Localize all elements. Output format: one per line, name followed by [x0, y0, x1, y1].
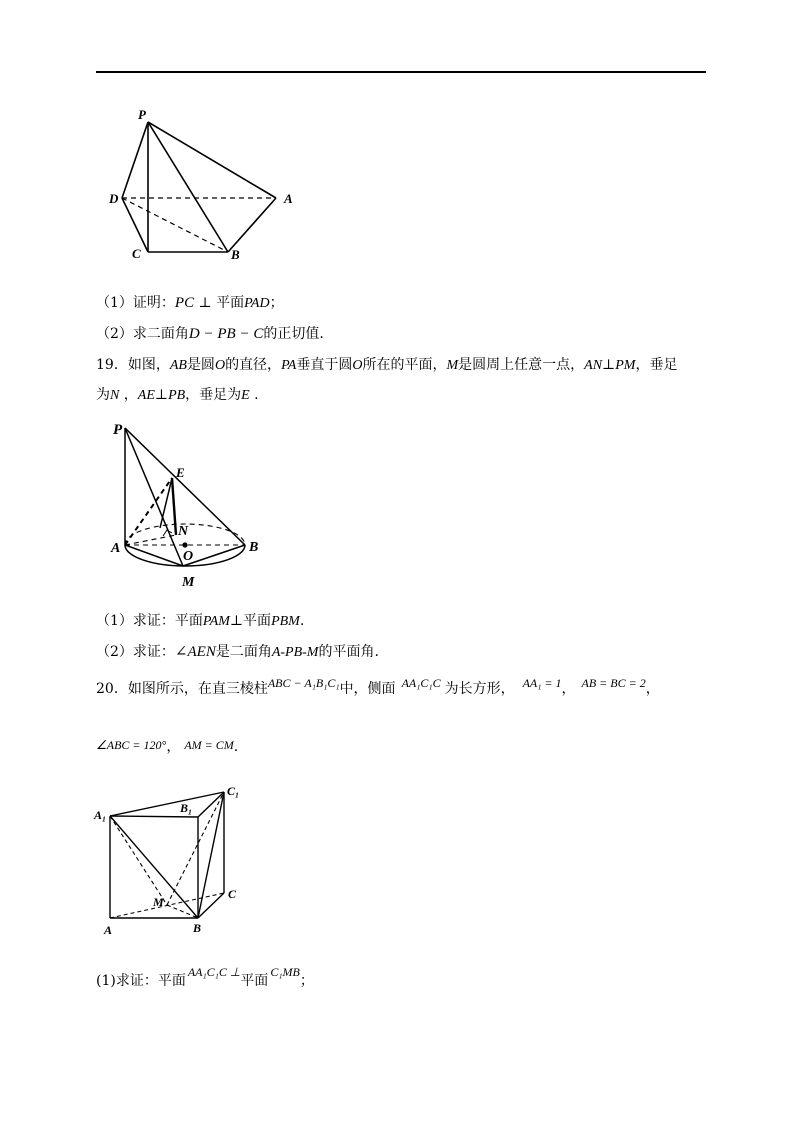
- text-span: ABC − A₁B₁C₁: [267, 676, 340, 690]
- text-span: 平面: [240, 973, 269, 989]
- text-span: 19．如图，: [96, 357, 170, 373]
- header-rule: [96, 71, 706, 73]
- text-span: O: [214, 358, 226, 373]
- text-span: .: [249, 387, 259, 403]
- label-P: P: [113, 422, 123, 438]
- text-span: A-PB-M: [271, 645, 319, 660]
- q20-line2: [96, 738, 238, 756]
- label-B: B: [249, 540, 259, 555]
- text-span: ；: [299, 973, 314, 989]
- text-span: 的正切值.: [263, 326, 324, 342]
- text-span: （1）求证：平面: [96, 613, 203, 629]
- text-span: 是圆周上任意一点，: [458, 357, 585, 373]
- text-span: AM = CM: [184, 738, 234, 752]
- label-B1: B₁: [180, 801, 193, 815]
- label-A: A: [104, 923, 113, 937]
- text-span: AB = BC = 2: [581, 676, 646, 690]
- q20-part1: [96, 965, 314, 996]
- text-span: AB: [169, 358, 187, 373]
- figure-cone-pab: [108, 415, 288, 595]
- label-A: A: [284, 191, 293, 206]
- text-span: C₁MB: [270, 965, 300, 979]
- text-span: 的平面角.: [318, 644, 379, 660]
- label-C: C: [132, 246, 141, 261]
- text-span: （1）证明：: [96, 295, 175, 311]
- label-C1: C₁: [227, 784, 240, 798]
- text-span: O: [352, 358, 363, 373]
- label-D: D: [109, 191, 119, 206]
- q18-part2: [96, 325, 324, 343]
- text-span: PAM: [202, 614, 230, 629]
- text-span: 20．如图所示，在直三棱柱: [96, 681, 268, 697]
- text-span: ∠ABC = 120°: [96, 738, 167, 752]
- label-M: M: [153, 895, 164, 909]
- text-span: M: [446, 358, 459, 373]
- text-span: 垂直于圆: [296, 357, 353, 373]
- text-span: ，: [561, 681, 576, 697]
- q19-line1: [96, 356, 677, 375]
- q19-line2: [96, 386, 259, 405]
- text-span: AA₁C₁C ⊥: [187, 965, 241, 979]
- text-span: （2）求二面角: [96, 326, 189, 342]
- text-span: PBM: [271, 614, 300, 629]
- text-span: D − PB − C: [188, 326, 264, 342]
- text-span: 是二面角: [215, 644, 272, 660]
- text-span: PC: [174, 295, 195, 311]
- text-span: .: [233, 739, 239, 755]
- text-span: （2）求证：: [96, 644, 175, 660]
- label-E: E: [176, 465, 185, 480]
- label-N: N: [178, 524, 189, 539]
- text-span: ⊥平面: [229, 613, 272, 629]
- label-M: M: [182, 575, 195, 590]
- text-span: E: [241, 388, 250, 403]
- text-span: ，: [645, 681, 660, 697]
- text-span: PAD: [244, 296, 270, 311]
- text-span: AN⊥PM: [584, 358, 636, 373]
- q20-line1: [96, 676, 660, 704]
- q19-part2: [96, 643, 379, 662]
- text-span: AA₁C₁C: [401, 676, 441, 690]
- text-span: 的直径，: [225, 357, 282, 373]
- text-span: ，: [119, 387, 138, 403]
- label-A: A: [111, 541, 121, 556]
- text-span: ；: [269, 295, 284, 311]
- text-span: 为: [96, 387, 110, 403]
- figure-pyramid-pdcba: [100, 100, 320, 270]
- text-span: ，垂足: [635, 357, 678, 373]
- text-span: ，垂足为: [185, 387, 242, 403]
- label-B: B: [231, 247, 240, 262]
- label-O: O: [183, 549, 194, 564]
- q18-part1: [96, 294, 284, 313]
- text-span: (1)求证：平面: [96, 973, 186, 989]
- text-span: 是圆: [186, 357, 215, 373]
- figure-prism-abc: [92, 780, 252, 940]
- label-P: P: [138, 107, 146, 122]
- text-span: .: [299, 613, 305, 629]
- text-span: AE⊥PB: [137, 388, 186, 403]
- text-span: ，: [166, 739, 181, 755]
- label-A1: A₁: [94, 808, 107, 822]
- label-B: B: [193, 921, 202, 935]
- text-span: ⊥ 平面: [194, 295, 245, 311]
- text-span: ∠AEN: [174, 644, 216, 660]
- text-span: 为长方形，: [444, 681, 515, 697]
- label-C: C: [228, 887, 237, 901]
- text-span: 中，侧面: [339, 681, 396, 697]
- center-point-O: [182, 542, 187, 547]
- text-span: AA₁ = 1: [522, 676, 562, 690]
- q19-part1: [96, 612, 304, 631]
- text-span: N: [110, 388, 120, 403]
- text-span: 所在的平面，: [362, 357, 447, 373]
- text-span: PA: [281, 358, 297, 373]
